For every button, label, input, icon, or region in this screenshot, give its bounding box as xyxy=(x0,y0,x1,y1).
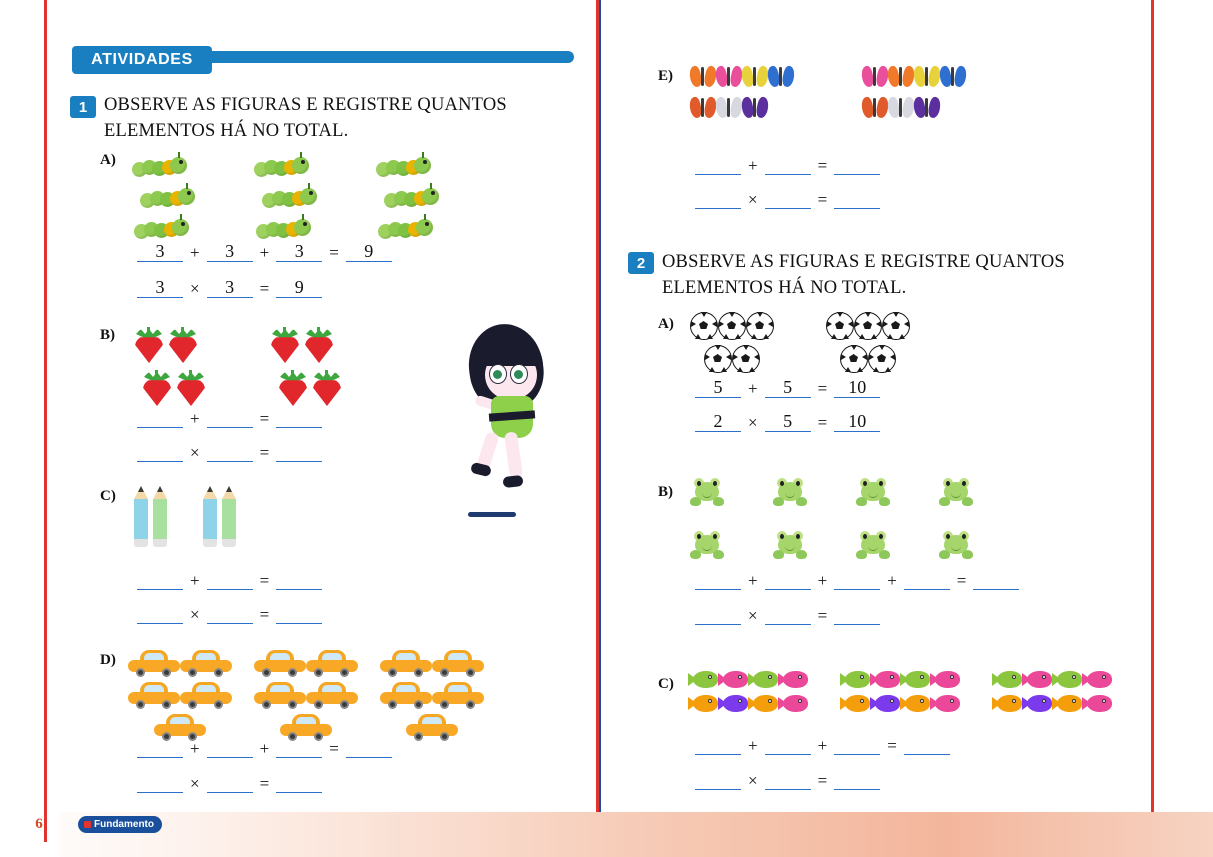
logo-mark-icon xyxy=(84,821,91,828)
butterfly-icon xyxy=(914,64,940,90)
exercise-1-item-a-sum-row xyxy=(132,242,397,262)
plus-symbol: + xyxy=(748,379,758,398)
exercise-1-item-a-mult-row xyxy=(132,278,327,298)
character-illustration xyxy=(455,320,565,500)
car-icon xyxy=(254,682,306,709)
answer-blank[interactable] xyxy=(695,770,741,790)
times-symbol: × xyxy=(748,413,758,432)
equals-symbol: = xyxy=(259,571,270,590)
frog-group xyxy=(856,478,890,566)
answer-blank[interactable]: 10 xyxy=(834,412,880,432)
answer-blank[interactable]: 9 xyxy=(276,278,322,298)
fish-group xyxy=(840,670,960,718)
answer-blank[interactable] xyxy=(973,570,1019,590)
pencil-group xyxy=(134,486,167,553)
exercise-1-item-b-mult-row xyxy=(132,442,327,462)
caterpillar-icon xyxy=(384,187,436,213)
fish-icon xyxy=(1082,694,1112,713)
answer-blank[interactable] xyxy=(207,408,253,428)
plus-symbol: + xyxy=(190,409,200,428)
soccer-ball-icon xyxy=(882,312,910,340)
car-icon xyxy=(406,714,458,741)
answer-blank[interactable] xyxy=(765,570,811,590)
fish-icon xyxy=(748,670,778,689)
exercise-1-item-a-pictures xyxy=(132,156,436,249)
equals-symbol: = xyxy=(817,413,828,432)
exercise-2-instruction-line1: OBSERVE AS FIGURAS E REGISTRE QUANTOS xyxy=(662,252,1065,272)
answer-blank[interactable]: 3 xyxy=(276,242,322,262)
answer-blank[interactable] xyxy=(695,570,741,590)
plus-symbol: + xyxy=(259,739,270,758)
car-group xyxy=(380,650,484,746)
exercise-2-item-b-mult-row xyxy=(690,605,885,625)
soccer-ball-icon xyxy=(868,345,896,373)
frog-icon xyxy=(773,531,807,561)
car-icon xyxy=(154,714,206,741)
exercise-2-item-b-label: B) xyxy=(658,484,673,500)
plus-symbol: + xyxy=(259,243,270,262)
strawberry-icon xyxy=(140,370,174,408)
exercise-2-number: 2 xyxy=(628,252,654,274)
exercise-1-item-e-label: E) xyxy=(658,68,673,84)
caterpillar-icon xyxy=(254,156,306,182)
fish-icon xyxy=(900,670,930,689)
answer-blank[interactable] xyxy=(765,735,811,755)
butterfly-icon xyxy=(716,64,742,90)
exercise-1-item-d-label: D) xyxy=(100,652,116,668)
butterfly-icon xyxy=(940,64,966,90)
answer-blank[interactable] xyxy=(904,735,950,755)
times-symbol: × xyxy=(190,443,200,462)
butterfly-icon xyxy=(888,95,914,121)
caterpillar-icon xyxy=(262,187,314,213)
answer-blank[interactable] xyxy=(834,189,880,209)
answer-blank[interactable] xyxy=(276,570,322,590)
equals-symbol: = xyxy=(817,606,828,625)
exercise-1-item-e-mult-row xyxy=(690,189,885,209)
answer-blank[interactable]: 9 xyxy=(346,242,392,262)
exercise-2-item-c-pictures xyxy=(688,670,1112,718)
answer-blank[interactable] xyxy=(695,155,741,175)
section-header xyxy=(72,46,574,76)
plus-symbol: + xyxy=(817,571,828,590)
butterfly-icon xyxy=(690,95,716,121)
caterpillar-group xyxy=(132,156,192,249)
butterfly-group xyxy=(690,64,794,126)
answer-blank[interactable] xyxy=(346,738,392,758)
pencil-icon xyxy=(153,486,167,548)
frog-icon xyxy=(690,531,724,561)
answer-blank[interactable] xyxy=(765,605,811,625)
section-title: ATIVIDADES xyxy=(72,46,212,74)
fish-icon xyxy=(1022,670,1052,689)
caterpillar-group xyxy=(254,156,314,249)
fish-icon xyxy=(900,694,930,713)
fish-icon xyxy=(1082,670,1112,689)
answer-blank[interactable] xyxy=(207,442,253,462)
exercise-1-item-b-label: B) xyxy=(100,327,115,343)
strawberry-icon xyxy=(310,370,344,408)
car-icon xyxy=(432,650,484,677)
answer-blank[interactable] xyxy=(207,773,253,793)
car-icon xyxy=(432,682,484,709)
plus-symbol: + xyxy=(190,243,200,262)
answer-blank[interactable]: 3 xyxy=(207,278,253,298)
fish-icon xyxy=(870,694,900,713)
soccer-ball-icon xyxy=(690,312,718,340)
strawberry-group xyxy=(132,327,208,413)
answer-blank[interactable]: 5 xyxy=(765,412,811,432)
answer-blank[interactable]: 5 xyxy=(765,378,811,398)
publisher-name: Fundamento xyxy=(94,819,154,830)
butterfly-icon xyxy=(716,95,742,121)
fish-icon xyxy=(930,670,960,689)
exercise-2-item-a-mult-row xyxy=(690,412,885,432)
fish-icon xyxy=(1052,694,1082,713)
strawberry-icon xyxy=(276,370,310,408)
equals-symbol: = xyxy=(329,243,339,262)
answer-blank[interactable] xyxy=(137,738,183,758)
exercise-1-item-c-mult-row xyxy=(132,604,327,624)
answer-blank[interactable]: 3 xyxy=(137,278,183,298)
exercise-2-item-a-sum-row xyxy=(690,378,885,398)
exercise-1-item-b-sum-row xyxy=(132,408,327,428)
fish-group xyxy=(992,670,1112,718)
caterpillar-icon xyxy=(376,156,428,182)
answer-blank[interactable] xyxy=(137,604,183,624)
frog-icon xyxy=(939,478,973,508)
butterfly-icon xyxy=(690,64,716,90)
exercise-1-instruction-line1: OBSERVE AS FIGURAS E REGISTRE QUANTOS xyxy=(104,95,507,115)
strawberry-icon xyxy=(302,327,336,365)
left-margin-rule xyxy=(44,0,47,812)
soccer-ball-icon xyxy=(718,312,746,340)
car-icon xyxy=(128,650,180,677)
plus-symbol: + xyxy=(817,736,828,755)
frog-icon xyxy=(690,478,724,508)
frog-group xyxy=(939,478,973,566)
answer-blank[interactable] xyxy=(834,735,880,755)
answer-blank[interactable] xyxy=(834,155,880,175)
fish-icon xyxy=(778,694,808,713)
frog-icon xyxy=(773,478,807,508)
equals-symbol: = xyxy=(817,190,828,209)
exercise-2-item-b-sum-row xyxy=(690,570,1024,590)
soccer-ball-icon xyxy=(854,312,882,340)
frog-icon xyxy=(856,531,890,561)
caterpillar-icon xyxy=(378,218,430,244)
exercise-2-item-b-pictures xyxy=(690,478,973,566)
car-icon xyxy=(380,682,432,709)
fish-group xyxy=(688,670,808,718)
right-margin-rule xyxy=(1151,0,1154,812)
equals-symbol: = xyxy=(259,605,270,624)
fish-icon xyxy=(688,694,718,713)
plus-symbol: + xyxy=(887,571,897,590)
answer-blank[interactable] xyxy=(834,605,880,625)
car-icon xyxy=(180,682,232,709)
equals-symbol: = xyxy=(956,571,967,590)
butterfly-icon xyxy=(742,64,768,90)
car-group xyxy=(128,650,232,746)
answer-blank[interactable] xyxy=(834,770,880,790)
times-symbol: × xyxy=(190,605,200,624)
exercise-1-item-e-sum-row xyxy=(690,155,885,175)
car-icon xyxy=(180,650,232,677)
answer-blank[interactable] xyxy=(276,604,322,624)
answer-blank[interactable] xyxy=(834,570,880,590)
equals-symbol: = xyxy=(817,379,828,398)
answer-blank[interactable] xyxy=(276,738,322,758)
character-shadow xyxy=(468,512,516,517)
car-icon xyxy=(306,650,358,677)
plus-symbol: + xyxy=(190,571,200,590)
answer-blank[interactable] xyxy=(695,605,741,625)
fish-icon xyxy=(1022,694,1052,713)
times-symbol: × xyxy=(190,774,200,793)
answer-blank[interactable] xyxy=(207,570,253,590)
fish-icon xyxy=(840,694,870,713)
fish-icon xyxy=(992,694,1022,713)
exercise-2-item-a-label: A) xyxy=(658,316,674,332)
equals-symbol: = xyxy=(329,739,339,758)
pencil-group xyxy=(203,486,236,553)
pencil-icon xyxy=(134,486,148,548)
exercise-1-number: 1 xyxy=(70,96,96,118)
exercise-2-item-c-mult-row xyxy=(690,770,885,790)
strawberry-icon xyxy=(132,327,166,365)
frog-icon xyxy=(856,478,890,508)
plus-symbol: + xyxy=(748,571,758,590)
fish-icon xyxy=(688,670,718,689)
soccer-ball-icon xyxy=(746,312,774,340)
frog-icon xyxy=(939,531,973,561)
equals-symbol: = xyxy=(259,774,270,793)
footer-gradient-band xyxy=(0,810,1213,857)
pencil-icon xyxy=(222,486,236,548)
exercise-1-item-d-sum-row xyxy=(132,738,397,758)
footer-divider xyxy=(0,810,1213,812)
answer-blank[interactable] xyxy=(137,408,183,428)
answer-blank[interactable] xyxy=(276,773,322,793)
strawberry-group xyxy=(268,327,344,413)
times-symbol: × xyxy=(748,771,758,790)
fish-icon xyxy=(1052,670,1082,689)
answer-blank[interactable]: 5 xyxy=(695,378,741,398)
answer-blank[interactable] xyxy=(207,738,253,758)
exercise-1-item-c-label: C) xyxy=(100,488,116,504)
center-divider-blue xyxy=(599,0,601,812)
exercise-2-item-a-pictures xyxy=(690,312,910,378)
times-symbol: × xyxy=(748,190,758,209)
equals-symbol: = xyxy=(887,736,897,755)
exercise-1-item-c-sum-row xyxy=(132,570,327,590)
car-icon xyxy=(306,682,358,709)
butterfly-icon xyxy=(862,95,888,121)
soccer-ball-icon xyxy=(704,345,732,373)
answer-blank[interactable] xyxy=(765,155,811,175)
caterpillar-icon xyxy=(132,156,184,182)
soccer-ball-icon xyxy=(732,345,760,373)
caterpillar-icon xyxy=(140,187,192,213)
times-symbol: × xyxy=(748,606,758,625)
car-icon xyxy=(280,714,332,741)
answer-blank[interactable] xyxy=(904,570,950,590)
soccer-ball-icon xyxy=(840,345,868,373)
equals-symbol: = xyxy=(817,771,828,790)
fish-icon xyxy=(870,670,900,689)
answer-blank[interactable] xyxy=(276,408,322,428)
exercise-2-item-c-sum-row xyxy=(690,735,955,755)
fish-icon xyxy=(748,694,778,713)
answer-blank[interactable] xyxy=(276,442,322,462)
car-icon xyxy=(380,650,432,677)
pencil-icon xyxy=(203,486,217,548)
plus-symbol: + xyxy=(748,736,758,755)
strawberry-icon xyxy=(174,370,208,408)
car-icon xyxy=(254,650,306,677)
plus-symbol: + xyxy=(748,156,758,175)
soccer-ball-group xyxy=(690,312,774,378)
equals-symbol: = xyxy=(259,443,270,462)
equals-symbol: = xyxy=(259,279,270,298)
exercise-1-item-c-pictures xyxy=(134,486,236,553)
answer-blank[interactable] xyxy=(137,442,183,462)
answer-blank[interactable]: 10 xyxy=(834,378,880,398)
car-group xyxy=(254,650,358,746)
equals-symbol: = xyxy=(259,409,270,428)
car-icon xyxy=(128,682,180,709)
fish-icon xyxy=(778,670,808,689)
fish-icon xyxy=(992,670,1022,689)
exercise-1-item-a-label: A) xyxy=(100,152,116,168)
soccer-ball-group xyxy=(826,312,910,378)
exercise-1-item-d-mult-row xyxy=(132,773,327,793)
frog-group xyxy=(773,478,807,566)
equals-symbol: = xyxy=(817,156,828,175)
answer-blank[interactable]: 3 xyxy=(137,242,183,262)
plus-symbol: + xyxy=(190,739,200,758)
butterfly-group xyxy=(862,64,966,126)
butterfly-icon xyxy=(888,64,914,90)
exercise-2-instruction-line2: ELEMENTOS HÁ NO TOTAL. xyxy=(662,278,907,298)
butterfly-icon xyxy=(914,95,940,121)
answer-blank[interactable] xyxy=(695,189,741,209)
answer-blank[interactable] xyxy=(695,735,741,755)
times-symbol: × xyxy=(190,279,200,298)
strawberry-icon xyxy=(268,327,302,365)
butterfly-icon xyxy=(862,64,888,90)
exercise-1-instruction-line2: ELEMENTOS HÁ NO TOTAL. xyxy=(104,121,349,141)
answer-blank[interactable] xyxy=(137,773,183,793)
exercise-1-item-b-pictures xyxy=(132,327,344,413)
publisher-logo xyxy=(78,816,162,833)
exercise-2-item-c-label: C) xyxy=(658,676,674,692)
answer-blank[interactable] xyxy=(765,189,811,209)
fish-icon xyxy=(718,670,748,689)
answer-blank[interactable] xyxy=(207,604,253,624)
caterpillar-group xyxy=(376,156,436,249)
exercise-1-item-d-pictures xyxy=(128,650,484,746)
soccer-ball-icon xyxy=(826,312,854,340)
exercise-1-item-e-pictures xyxy=(690,64,966,126)
fish-icon xyxy=(930,694,960,713)
answer-blank[interactable]: 2 xyxy=(695,412,741,432)
page-number: 6 xyxy=(35,816,43,832)
strawberry-icon xyxy=(166,327,200,365)
fish-icon xyxy=(840,670,870,689)
answer-blank[interactable] xyxy=(137,570,183,590)
butterfly-icon xyxy=(768,64,794,90)
answer-blank[interactable] xyxy=(765,770,811,790)
fish-icon xyxy=(718,694,748,713)
answer-blank[interactable]: 3 xyxy=(207,242,253,262)
butterfly-icon xyxy=(742,95,768,121)
frog-group xyxy=(690,478,724,566)
